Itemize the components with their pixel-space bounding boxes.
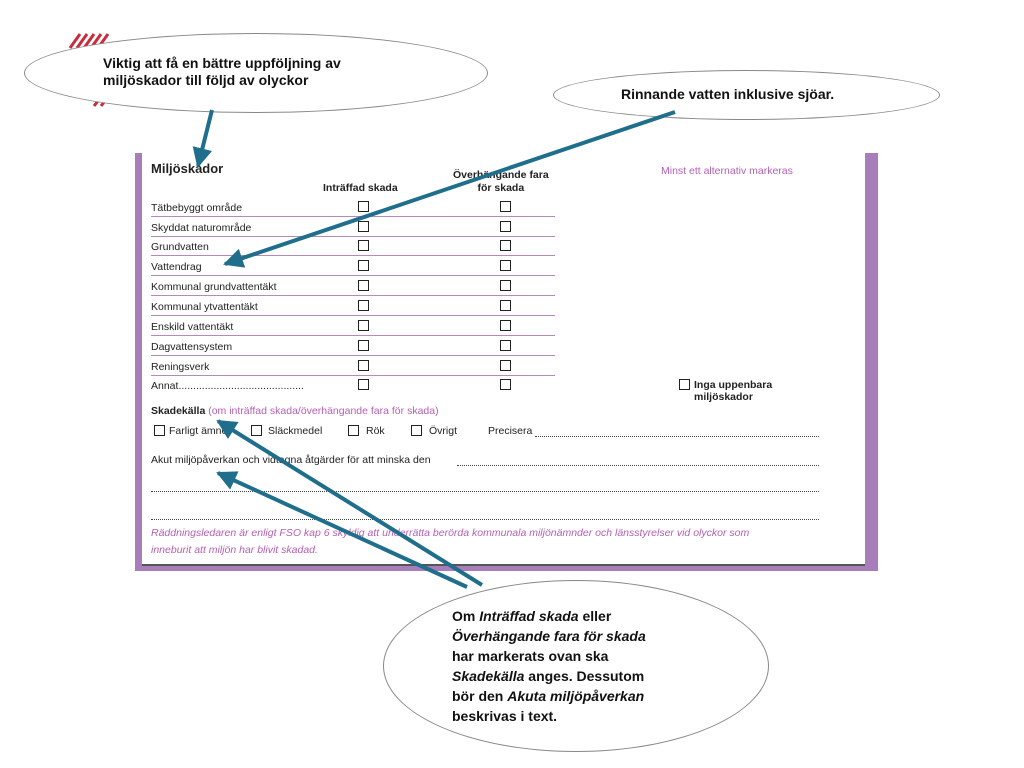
row-label-vattendrag: Vattendrag bbox=[151, 261, 202, 273]
specify-label: Precisera bbox=[488, 425, 533, 437]
bubble-line3: har markerats ovan ska bbox=[452, 648, 609, 664]
source-option-rok: Rök bbox=[366, 425, 385, 437]
arrow-to-vattendrag bbox=[225, 112, 675, 264]
row-label-grundvatten: Grundvatten bbox=[151, 241, 209, 253]
footnote-line-1: Räddningsledaren är enligt FSO kap 6 skyldig att underrätta berörda kommunala miljönämnder och länsstyrelser vid olyckor som bbox=[151, 527, 750, 539]
bubble-acute: Akuta miljöpåverkan bbox=[507, 688, 645, 704]
bubble-occurred: Inträffad skada bbox=[479, 608, 579, 624]
bubble-line6: beskrivas i text. bbox=[452, 708, 558, 724]
row-label-kommunal-ytvattentakt: Kommunal ytvattentäkt bbox=[151, 301, 258, 313]
source-option-ovrigt: Övrigt bbox=[429, 425, 458, 437]
column-header-threat-line1: Överhängande fara bbox=[453, 169, 549, 181]
arrow-to-acute-impact bbox=[218, 473, 467, 587]
bubble-threat: Överhängande fara för skada bbox=[452, 628, 646, 644]
column-header-threat-line2: för skada bbox=[477, 182, 525, 194]
arrow-to-skadekalla bbox=[218, 421, 482, 585]
row-label-skyddat: Skyddat naturområde bbox=[151, 222, 252, 234]
no-damage-label-line1: Inga uppenbara bbox=[694, 379, 773, 391]
row-label-enskild-vattentakt: Enskild vattentäkt bbox=[151, 321, 234, 333]
source-option-slackmedel: Släckmedel bbox=[268, 425, 323, 437]
row-label-kommunal-grundvattentakt: Kommunal grundvattentäkt bbox=[151, 281, 277, 293]
bubble-source: Skadekälla bbox=[452, 668, 525, 684]
row-label-annat: Annat........................................... bbox=[151, 380, 304, 392]
no-damage-label-line2: miljöskador bbox=[694, 391, 753, 403]
bubble-line5-start: bör den bbox=[452, 688, 504, 704]
bubble-line4-rest: anges. Dessutom bbox=[528, 668, 645, 684]
column-header-occurred: Inträffad skada bbox=[323, 182, 398, 194]
callout-followup-line1: Viktig att få en bättre uppföljning av bbox=[103, 55, 341, 71]
source-title: Skadekälla bbox=[151, 405, 206, 417]
bubble-eller: eller bbox=[582, 608, 612, 624]
source-option-farligt-amne: Farligt ämne bbox=[169, 425, 228, 437]
instruction-text: Minst ett alternativ markeras bbox=[661, 165, 793, 177]
form-title: Miljöskador bbox=[151, 161, 224, 176]
row-label-tatbebyggt: Tätbebyggt område bbox=[151, 202, 243, 214]
callout-followup-line2: miljöskador till följd av olyckor bbox=[103, 72, 309, 88]
footnote-line-2: inneburit att miljön har blivit skadad. bbox=[151, 544, 318, 556]
row-label-reningsverk: Reningsverk bbox=[151, 361, 210, 373]
bubble-om: Om bbox=[452, 608, 476, 624]
row-label-dagvattensystem: Dagvattensystem bbox=[151, 341, 233, 353]
callout-running-water-text: Rinnande vatten inklusive sjöar. bbox=[621, 86, 835, 102]
acute-impact-label: Akut miljöpåverkan och vidtagna åtgärder för att minska den bbox=[151, 454, 431, 466]
arrow-to-form-title bbox=[198, 110, 212, 166]
source-note: (om inträffad skada/överhängande fara för skada) bbox=[208, 405, 439, 417]
